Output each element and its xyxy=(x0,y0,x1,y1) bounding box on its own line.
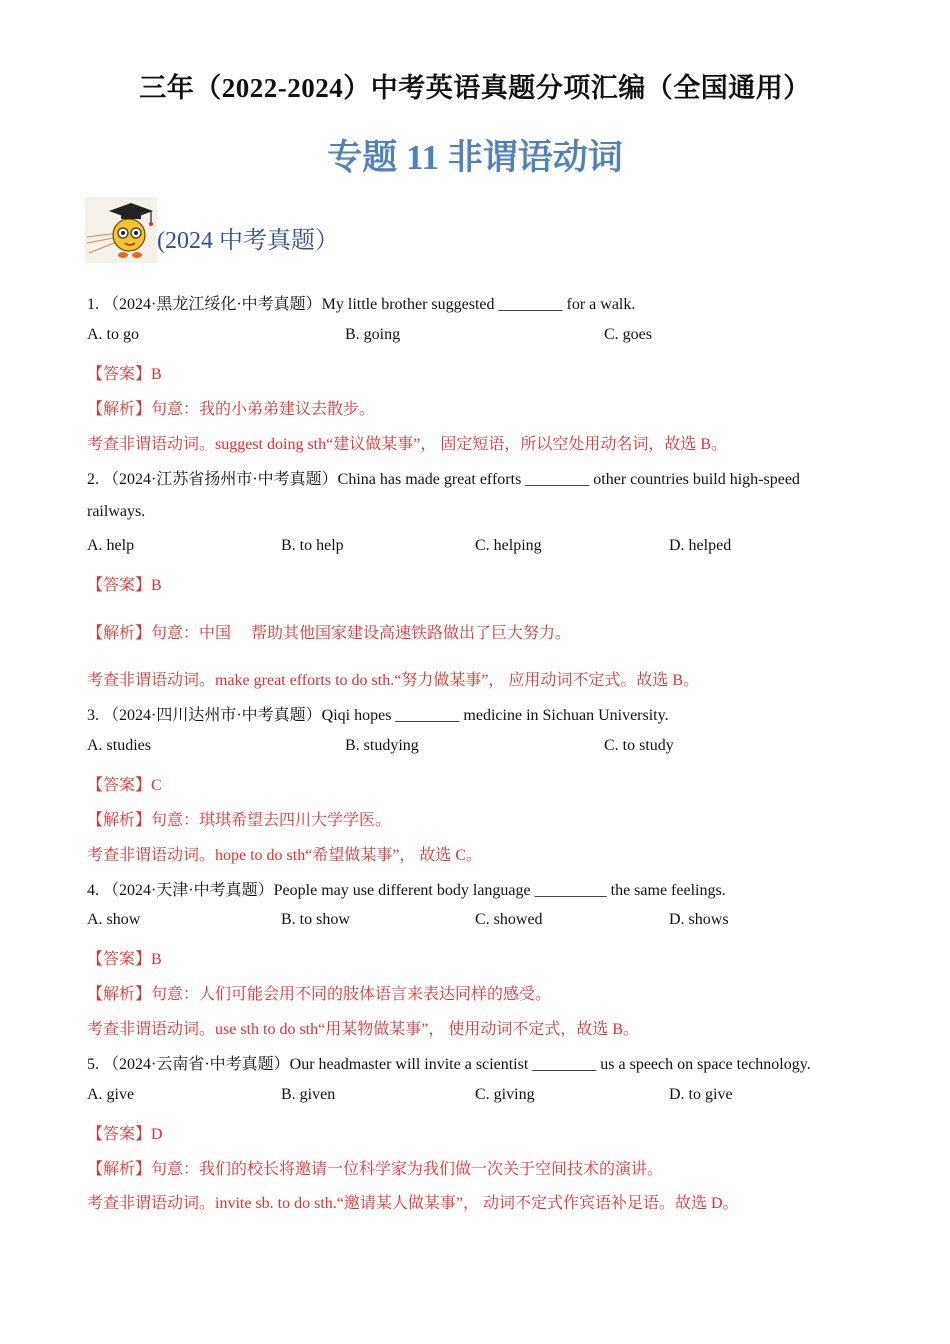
question-5-option-c: C. giving xyxy=(475,1086,535,1103)
question-2-option-d: D. helped xyxy=(669,537,732,554)
question-4-analysis: 【解析】句意：人们可能会用不同的肢体语言来表达同样的感受。 xyxy=(87,986,552,1003)
question-5-stem: 5. （2024·云南省·中考真题）Our headmaster will invite a scientist ________ us a speech on space technology. xyxy=(87,1056,811,1073)
question-4-option-c: C. showed xyxy=(475,911,543,928)
question-3-note: 考查非谓语动词。hope to do sth“希望做某事”， 故选 C。 xyxy=(87,847,483,864)
question-3-option-b: B. studying xyxy=(345,737,419,754)
question-2-stem: 2. （2024·江苏省扬州市·中考真题）China has made great efforts ________ other countries build high-speed xyxy=(87,471,800,488)
question-5-answer: 【答案】D xyxy=(87,1126,163,1143)
section-heading: (2024 中考真题） xyxy=(157,228,339,254)
question-3-option-a: A. studies xyxy=(87,737,151,754)
question-4-option-a: A. show xyxy=(87,911,141,928)
question-3-answer: 【答案】C xyxy=(87,777,162,794)
question-2-option-b: B. to help xyxy=(281,537,344,554)
question-4-option-d: D. shows xyxy=(669,911,729,928)
question-1-answer: 【答案】B xyxy=(87,366,162,383)
question-1-note: 考查非谓语动词。suggest doing sth“建议做某事”， 固定短语，所以空处用动名词，故选 B。 xyxy=(87,436,727,453)
question-1-option-b: B. going xyxy=(345,326,401,343)
question-4-option-b: B. to show xyxy=(281,911,350,928)
document-title: 三年（2022-2024）中考英语真题分项汇编（全国通用） xyxy=(139,73,811,103)
question-2-analysis: 【解析】句意：中国 帮助其他国家建设高速铁路做出了巨大努力。 xyxy=(87,625,572,642)
question-2-note: 考查非谓语动词。make great efforts to do sth.“努力做某事”， 应用动词不定式。故选 B。 xyxy=(87,672,700,689)
question-1-analysis: 【解析】句意：我的小弟弟建议去散步。 xyxy=(87,401,376,418)
question-4-answer: 【答案】B xyxy=(87,951,162,968)
question-4-note: 考查非谓语动词。use sth to do sth“用某物做某事”， 使用动词不定式，故选 B。 xyxy=(87,1021,639,1038)
question-3-option-c: C. to study xyxy=(604,737,674,754)
scholar-mascot-icon xyxy=(85,197,157,263)
question-5-option-b: B. given xyxy=(281,1086,336,1103)
question-5-analysis: 【解析】句意：我们的校长将邀请一位科学家为我们做一次关于空间技术的演讲。 xyxy=(87,1161,664,1178)
question-5-note: 考查非谓语动词。invite sb. to do sth.“邀请某人做某事”， 动词不定式作宾语补足语。故选 D。 xyxy=(87,1195,739,1212)
question-4-stem: 4. （2024·天津·中考真题）People may use different body language _________ the same feelings. xyxy=(87,882,726,899)
question-5-option-d: D. to give xyxy=(669,1086,733,1103)
question-1-option-a: A. to go xyxy=(87,326,139,343)
question-3-analysis: 【解析】句意：琪琪希望去四川大学学医。 xyxy=(87,812,392,829)
question-2-stem-continued: railways. xyxy=(87,503,146,520)
question-1-stem: 1. （2024·黑龙江绥化·中考真题）My little brother suggested ________ for a walk. xyxy=(87,296,636,313)
question-2-option-a: A. help xyxy=(87,537,135,554)
question-3-stem: 3. （2024·四川达州市·中考真题）Qiqi hopes ________ medicine in Sichuan University. xyxy=(87,707,669,724)
question-5-option-a: A. give xyxy=(87,1086,135,1103)
question-2-answer: 【答案】B xyxy=(87,577,162,594)
question-1-option-c: C. goes xyxy=(604,326,652,343)
topic-title: 专题 11 非谓语动词 xyxy=(327,138,623,177)
question-2-option-c: C. helping xyxy=(475,537,542,554)
